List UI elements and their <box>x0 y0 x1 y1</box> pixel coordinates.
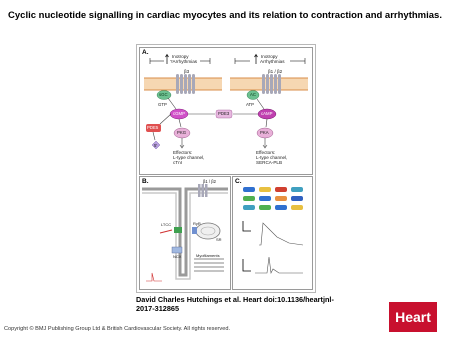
left-effectors-ltype: L-type channel, <box>173 155 205 160</box>
pka-label: PKA <box>260 130 269 135</box>
calcium-map-grid <box>243 187 303 210</box>
panel-c-diagram <box>233 177 312 289</box>
figure <box>136 44 316 293</box>
panel-a <box>139 47 313 175</box>
ltcc-channel <box>174 227 182 233</box>
panel-b-letter: B. <box>142 178 149 185</box>
right-arrhythmia-label: Arrhythmias <box>260 59 285 64</box>
beta1-beta2-receptor <box>262 74 281 94</box>
atp-label: ATP <box>246 102 255 107</box>
left-arrhythmia-label: ?Arrhythmias <box>170 59 198 64</box>
pde5-label: PDE5 <box>147 125 159 130</box>
ncx-label: NCX <box>173 254 182 259</box>
right-effectors-serca: SERCA-PLB <box>256 160 283 165</box>
panel-b <box>139 176 231 290</box>
gtp-label: GTP <box>158 102 167 107</box>
panel-c <box>232 176 313 290</box>
ncx-exchanger <box>172 247 182 253</box>
sgc-label: sGC <box>159 92 168 97</box>
inotropy-up-arrow-left <box>166 55 169 65</box>
beta3-receptor <box>176 74 195 94</box>
receptor-b-label: β1 / β2 <box>203 179 216 184</box>
panel-b-diagram <box>140 177 230 289</box>
left-effectors-title: Effectors: <box>173 150 193 155</box>
camp-label: cAMP <box>261 111 273 116</box>
pde3-label: PDE3 <box>218 111 230 116</box>
myofilaments-label: Myofilaments <box>196 253 220 258</box>
five-prime-label: 5' <box>154 143 158 148</box>
myofilaments <box>194 259 224 271</box>
left-effectors-ctni: cTnI <box>173 160 182 165</box>
ac-label: AC <box>250 92 256 97</box>
ryr-label: RyR <box>193 221 201 226</box>
beta3-label: β3 <box>184 69 190 74</box>
sr-label: SR <box>216 237 222 242</box>
copyright-notice: Copyright © BMJ Publishing Group Ltd & British Cardiovascular Society. All rights reserved. <box>4 326 230 332</box>
scale-bar-1 <box>243 221 251 231</box>
cgmp-label: cGMP <box>173 111 185 116</box>
slide-title: Cyclic nucleotide signalling in cardiac myocytes and its relation to contraction and arrhythmias. <box>8 10 442 21</box>
panel-c-letter: C. <box>235 178 242 185</box>
citation: David Charles Hutchings et al. Heart doi:10.1136/heartjnl-2017-312865 <box>136 295 334 313</box>
pkg-label: PKG <box>177 130 187 135</box>
receptor-b <box>198 184 208 197</box>
left-inotropy-label: Inotropy <box>172 54 189 59</box>
inotropy-up-arrow-right <box>255 55 258 65</box>
calcium-transient-trace <box>259 223 303 245</box>
ltcc-label: LTCC <box>161 222 172 227</box>
scale-bar-2 <box>243 259 251 271</box>
right-effectors-title: Effectors: <box>256 150 276 155</box>
panel-a-letter: A. <box>142 49 149 56</box>
right-inotropy-label: Inotropy <box>261 54 278 59</box>
heart-journal-logo: Heart <box>389 302 437 332</box>
inset-trace <box>146 273 162 281</box>
right-effectors-ltype: L-type channel, <box>256 155 288 160</box>
ryr-channel <box>192 227 197 234</box>
beta1-beta2-label: β1 / β2 <box>268 69 283 74</box>
action-potential-trace <box>255 257 303 273</box>
